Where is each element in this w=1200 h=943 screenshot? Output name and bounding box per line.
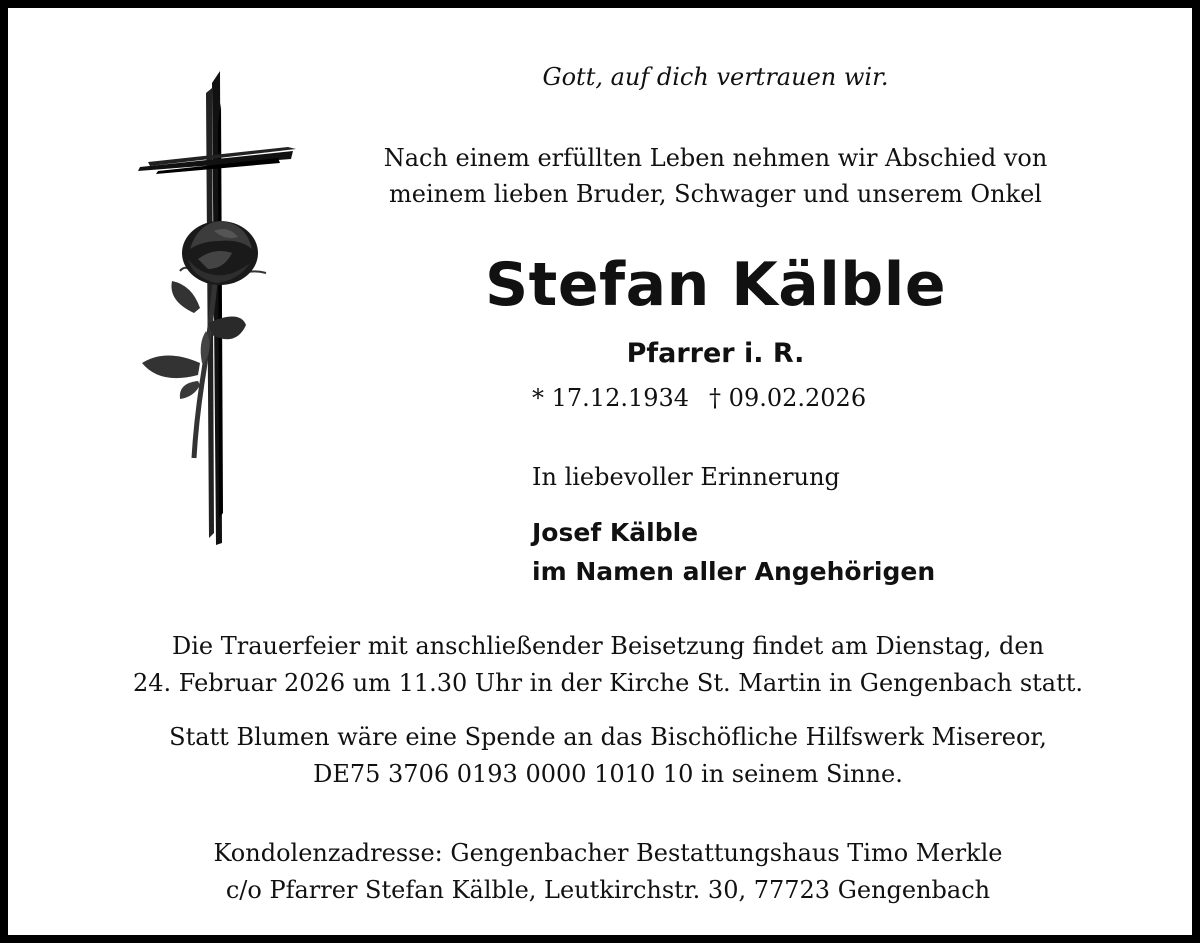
signer-name: Josef Kälble (532, 518, 699, 547)
funeral-info (48, 628, 1168, 702)
memory-line: In liebevoller Erinnerung (532, 463, 840, 491)
address-line: Kondolenzadresse: Gengenbacher Bestattungshaus Timo Merkle (213, 839, 1003, 867)
funeral-line: 24. Februar 2026 um 11.30 Uhr in der Kirche St. Martin in Gengenbach statt. (132, 669, 1084, 697)
intro-line: meinem lieben Bruder, Schwager und unserem Onkel (389, 180, 1042, 208)
donation-info (48, 719, 1168, 793)
deceased-title: Pfarrer i. R. (626, 338, 805, 369)
birth-date: * 17.12.1934 (532, 384, 690, 412)
cross-with-rose-icon (128, 63, 308, 553)
deceased-name: Stefan Kälble (484, 250, 947, 320)
death-date: † 09.02.2026 (709, 384, 867, 412)
motto-line: Gott, auf dich vertrauen wir. (542, 63, 889, 91)
donation-line: Statt Blumen wäre eine Spende an das Bischöfliche Hilfswerk Misereor, (169, 723, 1047, 751)
life-dates (532, 386, 866, 410)
intro-line: Nach einem erfüllten Leben nehmen wir Abschied von (383, 144, 1048, 172)
signer-note: im Namen aller Angehörigen (532, 557, 936, 586)
address-line: c/o Pfarrer Stefan Kälble, Leutkirchstr. 30, 77723 Gengenbach (225, 876, 991, 904)
funeral-line: Die Trauerfeier mit anschließender Beisetzung findet am Dienstag, den (171, 632, 1045, 660)
donation-line: DE75 3706 0193 0000 1010 10 in seinem Sinne. (313, 760, 903, 788)
intro-text (358, 140, 1073, 212)
signer-block (532, 513, 935, 591)
condolence-address (48, 835, 1168, 909)
